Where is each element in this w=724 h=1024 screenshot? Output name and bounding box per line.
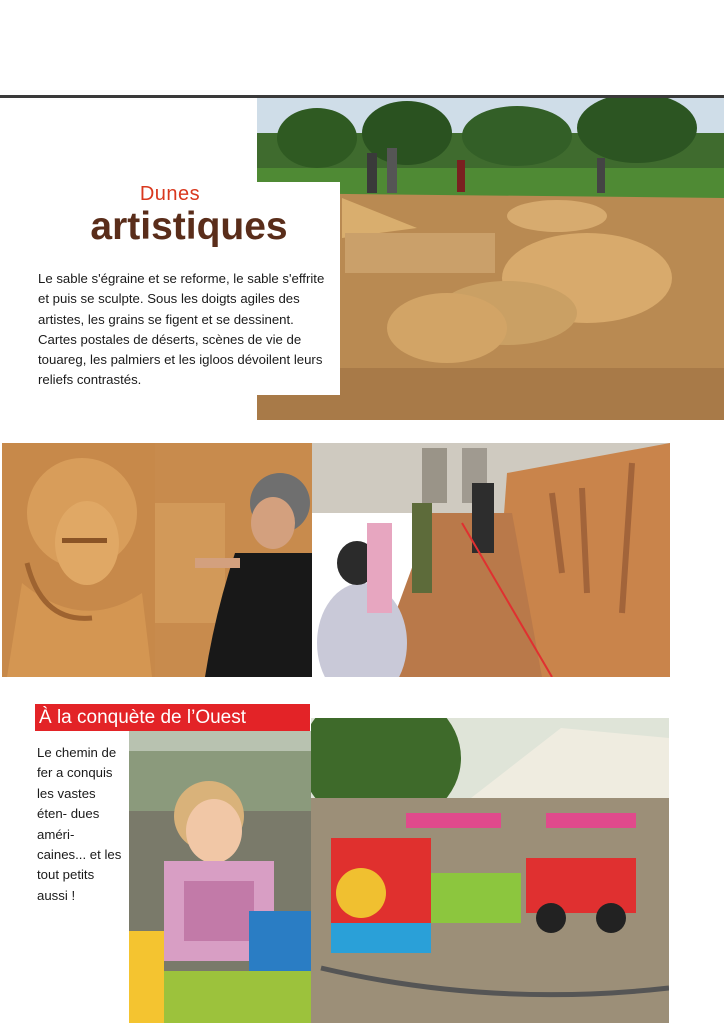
children-sand-wall-photo <box>312 443 670 677</box>
section-banner: À la conquète de l’Ouest <box>35 704 310 731</box>
title-small: Dunes <box>139 183 201 205</box>
train-ride-photo <box>311 718 669 1023</box>
tuareg-sculpture-photo <box>2 443 155 677</box>
intro-paragraph: Le sable s'égraine et se reforme, le sable s'effrite et puis se sculpte. Sous les doigts agiles des artistes, les grains se figent et se dessinent. Cartes postales de déserts, scènes de vie de touareg, les palmiers et les igloos dévoilent leurs reliefs contrastés. <box>38 271 325 388</box>
girl-ride-photo <box>129 731 311 1023</box>
sculptor-photo <box>155 443 312 677</box>
page-title: artistiques <box>90 205 288 248</box>
train-paragraph: Le chemin de fer a conquis les vastes éten- dues améri- caines... et les tout petits aussi ! <box>37 745 122 903</box>
